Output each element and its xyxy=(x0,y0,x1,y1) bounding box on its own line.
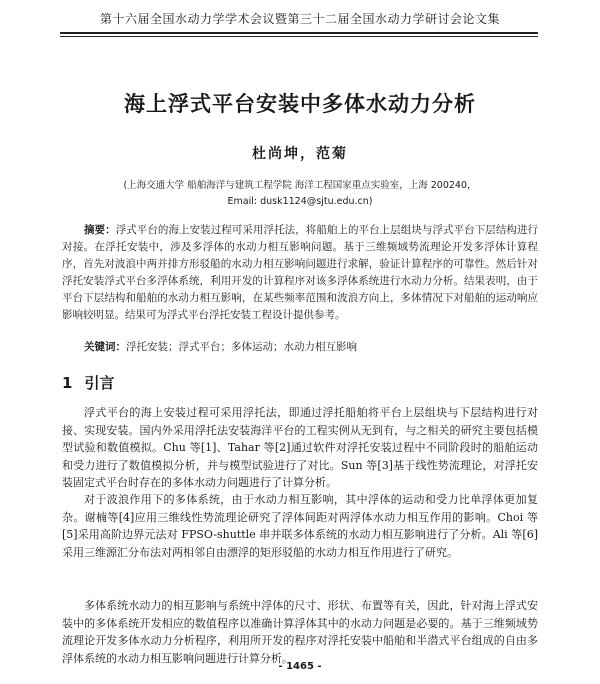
abstract-text: 浮式平台的海上安装过程可采用浮托法，将船舶上的平台上层组块与浮式平台下层结构进行对接。在浮托安装中，涉及多浮体的水动力相互影响问题。基于三维频域势流理论开发多浮体计算程序，首先对波浪中两并排方形驳船的水动力相互影响问题进行求解，验证计算程序的可靠性。然后针对浮托安装浮式平台多浮体系统，利用开发的计算程序对该多浮体系统进行水动力分析。结果表明，由于平台下层结构和船舶的水动力相互影响，在某些频率范围和波浪方向上，多体情况下对船舶的运动响应影响较明显。结果可为浮式平台浮托安装工程设计提供参考。 xyxy=(62,224,539,321)
abstract xyxy=(62,222,538,324)
running-header: 第十六届全国水动力学学术会议暨第三十二届全国水动力学研讨会论文集 xyxy=(99,12,500,26)
paper-email: Email: dusk1124@sjtu.edu.cn) xyxy=(227,196,373,207)
keywords-text: 浮托安装；浮式平台；多体运动；水动力相互影响 xyxy=(126,341,357,353)
paper-authors: 杜尚坤，范菊 xyxy=(252,146,348,162)
section-number: 1 xyxy=(62,374,73,392)
section-title: 引言 xyxy=(84,374,115,392)
body-paragraph-3: 多体系统水动力的相互影响与系统中浮体的尺寸、形状、布置等有关，因此，针对海上浮式安装中的多体系统开发相应的数值程序以准确计算浮体其中的水动力问题是必要的。基于三维频域势流理论开发多体水动力分析程序，利用所开发的程序对浮托安装中船舶和半潜式平台组成的自由多浮体系统的水动力相互影响问题进行计算分析。 xyxy=(62,599,538,665)
header-rule-thin xyxy=(60,36,538,37)
keywords xyxy=(84,339,538,355)
abstract-label: 摘要： xyxy=(84,224,116,236)
paper-affiliation: (上海交通大学 船舶海洋与建筑工程学院 海洋工程国家重点实验室，上海 200240， xyxy=(123,180,477,191)
body-paragraph-2: 对于波浪作用下的多体系统，由于水动力相互影响，其中浮体的运动和受力比单浮体更加复杂。谢楠等[4]应用三维线性势流理论研究了浮体间距对两浮体水动力相互作用的影响。Choi 等[5]采用高阶边界元法对 FPSO-shuttle 串并联多体系统的水动力相互影响进行了分析。Ali 等[6]采用三维源汇分布法对两相邻自由漂浮的矩形驳船的水动力相互作用进行了研究。 xyxy=(62,493,538,559)
body-paragraph-1: 浮式平台的海上安装过程可采用浮托法，即通过浮托船舶将平台上层组块与下层结构进行对接、实现安装。国内外采用浮托法安装海洋平台的工程实例从无到有，与之相关的研究主要包括模型试验和数值模拟。Chu 等[1]、Tahar 等[2]通过软件对浮托安装过程中不同阶段时的船舶运动和受力进行了数值模拟分析，并与模型试验进行了对比。Sun 等[3]基于线性势流理论，对浮托安装固定式平台时存在的多体水动力问题进行了计算分析。 xyxy=(62,406,538,490)
section-heading xyxy=(62,372,126,393)
header-rule-thick xyxy=(60,32,538,34)
paper-title: 海上浮式平台安装中多体水动力分析 xyxy=(124,92,476,116)
page-number: - 1465 - xyxy=(278,661,322,672)
keywords-label: 关键词： xyxy=(84,341,126,353)
